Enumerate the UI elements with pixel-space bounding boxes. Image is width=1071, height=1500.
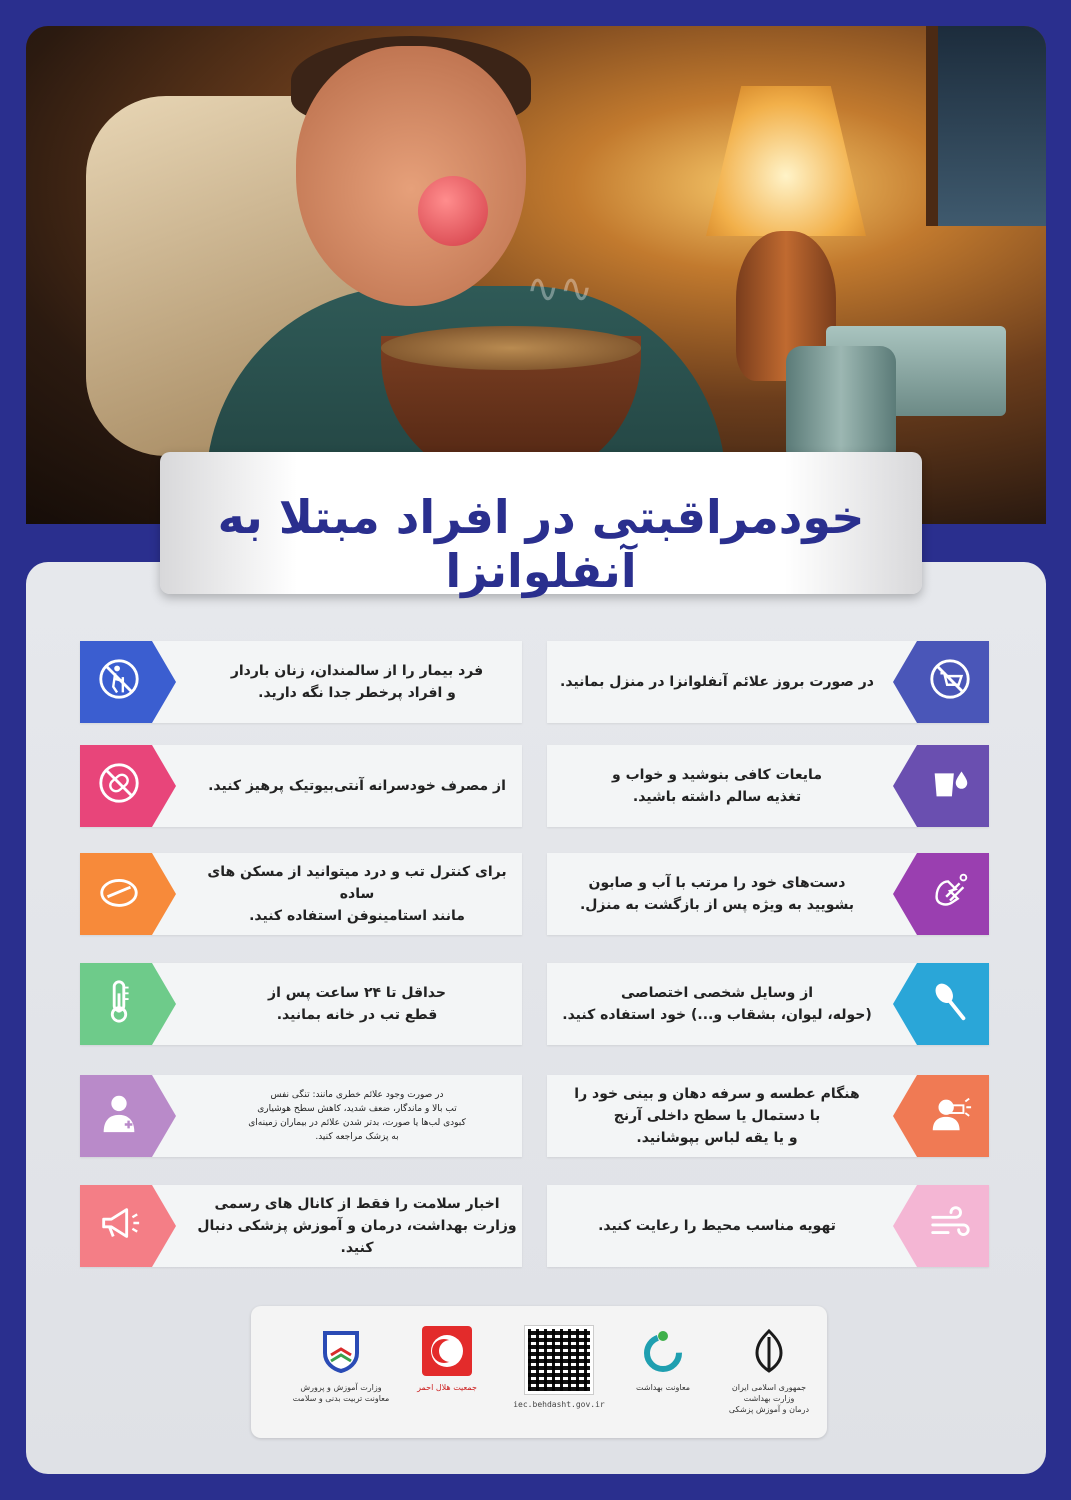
tip-text	[192, 853, 522, 935]
tip-card-left-4	[80, 963, 522, 1045]
tip-line: برای کنترل تب و درد میتوانید از مسکن های ساده	[207, 864, 507, 902]
ministry-of-education-logo	[291, 1326, 391, 1426]
tip-line: تغذیه سالم داشته باشید.	[632, 789, 802, 805]
ministry-of-health-logo	[719, 1326, 819, 1426]
tip-icon-badge	[80, 853, 176, 935]
tip-line: اخبار سلامت را فقط از کانال های رسمی	[214, 1196, 500, 1212]
footer-logos	[251, 1306, 827, 1438]
tip-line: در صورت وجود علائم خطری مانند: تنگی نفس	[270, 1090, 444, 1100]
water-glass-drop-icon	[909, 760, 973, 813]
thermometer-icon	[96, 978, 160, 1031]
hand-wash-icon	[909, 868, 973, 921]
red-nose	[418, 176, 488, 246]
tip-line: تهویه مناسب محیط را رعایت کنید.	[598, 1218, 836, 1234]
no-antibiotic-icon	[96, 760, 160, 813]
tip-text	[192, 1075, 522, 1157]
tip-icon-badge	[893, 963, 989, 1045]
tip-text	[547, 853, 887, 935]
tip-icon-badge	[80, 641, 176, 723]
red-crescent-logo	[397, 1326, 497, 1426]
tip-line: قطع تب در خانه بمانید.	[276, 1007, 438, 1023]
tip-text	[547, 745, 887, 827]
page-title: خودمراقبتی در افراد مبتلا به آنفلوانزا	[217, 490, 865, 598]
tip-line: تب بالا و ماندگار، ضعف شدید، کاهش سطح هوشیاری	[257, 1104, 457, 1114]
tip-card-right-3	[547, 853, 989, 935]
tip-card-right-6	[547, 1185, 989, 1267]
logo-caption-line: وزارت بهداشت	[743, 1394, 795, 1403]
tip-line: دست‌های خود را مرتب با آب و صابون	[588, 875, 846, 891]
tip-line: مایعات کافی بنوشید و خواب و	[612, 767, 822, 783]
logo-caption-line: درمان و آموزش پزشکی	[728, 1405, 810, 1414]
sick-man-head	[296, 46, 526, 306]
doctor-icon	[96, 1090, 160, 1143]
tip-text	[192, 745, 522, 827]
tip-text	[192, 963, 522, 1045]
website-url[interactable]	[513, 1400, 605, 1409]
mug	[786, 346, 896, 466]
tip-line: بشویید به ویژه پس از بازگشت به منزل.	[579, 897, 855, 913]
title-banner	[160, 452, 922, 598]
pill-tablet-icon	[96, 868, 160, 921]
logo-caption-line: معاونت بهداشت	[636, 1383, 690, 1392]
no-elderly-contact-icon	[96, 656, 160, 709]
tip-line: مانند استامینوفن استفاده کنید.	[249, 908, 465, 924]
tip-line: فرد بیمار را از سالمندان، زنان باردار	[230, 663, 484, 679]
tip-icon-badge	[80, 1075, 176, 1157]
tip-text	[547, 641, 887, 723]
tip-card-left-3	[80, 853, 522, 935]
tip-line: و افراد پرخطر جدا نگه دارید.	[258, 685, 456, 701]
tip-icon-badge	[80, 745, 176, 827]
education-shield-icon	[316, 1326, 366, 1376]
iran-emblem-icon	[744, 1326, 794, 1376]
tip-line: (حوله، لیوان، بشقاب و...) خود استفاده کنید.	[562, 1007, 872, 1023]
tip-icon-badge	[893, 641, 989, 723]
tip-text	[547, 963, 887, 1045]
spoon-icon	[909, 978, 973, 1031]
tip-line: هنگام عطسه و سرفه دهان و بینی خود را	[574, 1086, 860, 1102]
tip-line: کبودی لب‌ها یا صورت، بدتر شدن علائم در بیماران زمینه‌ای	[248, 1118, 466, 1128]
soup-surface	[381, 326, 641, 370]
tip-line: از وسایل شخصی اختصاصی	[620, 985, 814, 1001]
logo-caption-line: جمعیت هلال احمر	[417, 1383, 477, 1392]
tip-line: حداقل تا ۲۴ ساعت پس از	[268, 985, 446, 1001]
tip-card-right-4	[547, 963, 989, 1045]
tip-line: در صورت بروز علائم آنفلوانزا در منزل بمانید.	[560, 674, 874, 690]
tip-card-left-1	[80, 641, 522, 723]
tip-card-left-6	[80, 1185, 522, 1267]
tip-icon-badge	[80, 963, 176, 1045]
tip-card-right-2	[547, 745, 989, 827]
tip-card-left-2	[80, 745, 522, 827]
qr-code-block	[509, 1326, 609, 1426]
logo-caption-line: iec.behdasht.gov.ir	[513, 1400, 605, 1409]
megaphone-icon	[96, 1200, 160, 1253]
lampshade	[706, 86, 866, 236]
health-deputy-icon	[638, 1326, 688, 1376]
logo-caption-line: وزارت آموزش و پرورش	[300, 1383, 382, 1392]
red-crescent-icon	[422, 1326, 472, 1376]
red-crescent-text	[417, 1382, 477, 1393]
logo-caption-line: معاونت تربیت بدنی و سلامت	[292, 1394, 390, 1403]
tip-icon-badge	[80, 1185, 176, 1267]
steam: ∿∿	[526, 266, 594, 312]
tip-card-right-1	[547, 641, 989, 723]
no-shopping-cart-icon	[909, 656, 973, 709]
tip-line: از مصرف خودسرانه آنتی‌بیوتیک پرهیز کنید.	[208, 778, 506, 794]
tip-text	[192, 641, 522, 723]
ventilation-wind-icon	[909, 1200, 973, 1253]
tip-line: و یا یقه لباس بپوشانید.	[636, 1130, 798, 1146]
tip-icon-badge	[893, 745, 989, 827]
tip-icon-badge	[893, 1185, 989, 1267]
qr-code-icon[interactable]	[525, 1326, 593, 1394]
ministry-of-education-text	[293, 1382, 390, 1404]
tip-text	[547, 1185, 887, 1267]
tip-card-right-5	[547, 1075, 989, 1157]
ministry-of-health-text	[729, 1382, 809, 1415]
tip-card-left-5	[80, 1075, 522, 1157]
tip-icon-badge	[893, 1075, 989, 1157]
tip-text	[192, 1185, 522, 1267]
tip-icon-badge	[893, 853, 989, 935]
window	[926, 26, 1046, 226]
sneeze-tissue-icon	[909, 1090, 973, 1143]
tip-line: با دستمال یا سطح داخلی آرنج	[613, 1108, 821, 1124]
health-deputy-logo	[613, 1326, 713, 1426]
health-deputy-text	[636, 1382, 690, 1393]
tip-text	[547, 1075, 887, 1157]
hero-illustration	[26, 26, 1046, 524]
tip-line: وزارت بهداشت، درمان و آموزش پزشکی دنبال کنید.	[197, 1218, 517, 1256]
logo-caption-line: جمهوری اسلامی ایران	[731, 1383, 807, 1392]
tip-line: به پزشک مراجعه کنید.	[315, 1132, 399, 1142]
